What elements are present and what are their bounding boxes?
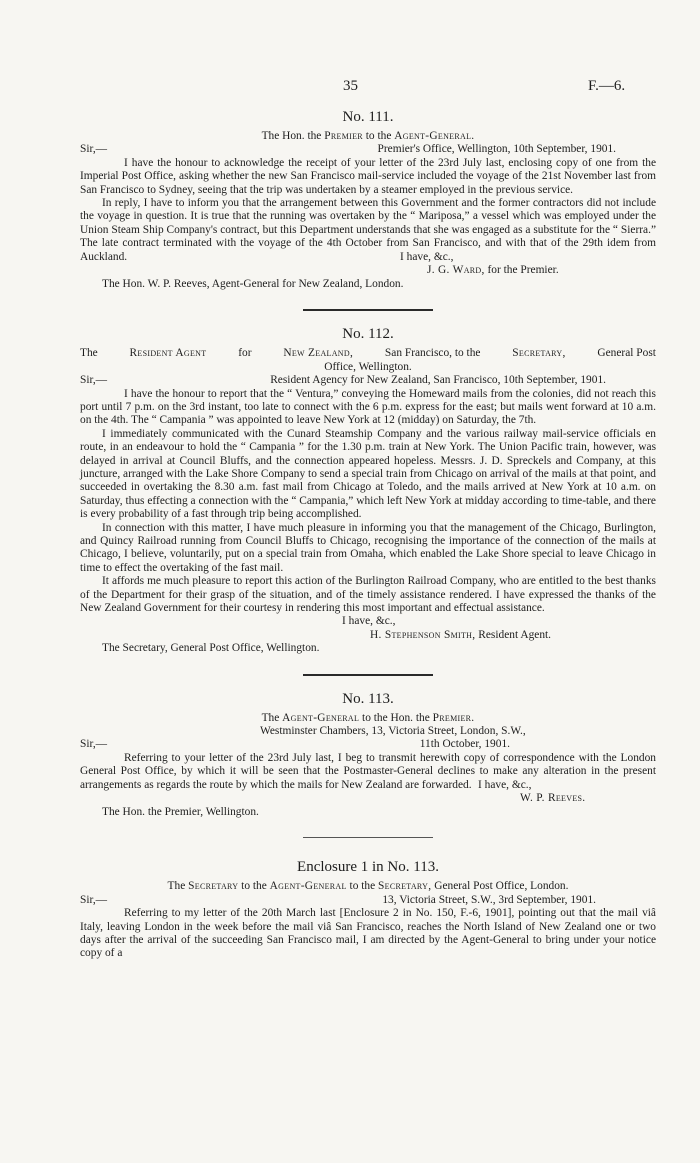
closing: I have, &c., (478, 779, 532, 792)
divider (303, 309, 433, 311)
enclosure-title: Enclosure 1 in No. 113. (297, 859, 439, 876)
dateline: Premier's Office, Wellington, 10th September, 1901. (377, 143, 616, 156)
letter-heading: The Resident Agent for New Zealand, San Francisco, to the Secretary, General Post (80, 347, 656, 360)
paragraph: Referring to your letter of the 23rd July last, I beg to transmit herewith copy of correspondence with the London General Post Office, by which it will be seen that the Postmaster-General declines to make any alteration in the present arrangements as regards the route by which the mails for New Zealand are forwarded. (80, 751, 656, 791)
letter-111 (80, 108, 656, 291)
letter-113 (80, 690, 656, 820)
salutation: Sir,— (80, 893, 108, 906)
page-number: 35 (343, 78, 358, 94)
salutation-row (80, 738, 656, 751)
dateline: Resident Agency for New Zealand, San Francisco, 10th September, 1901. (270, 374, 606, 387)
paragraph: I have the honour to report that the “ Ventura,” conveying the Homeward mails from the colonies, did not reach this port until 7 p.m. on the 3rd instant, too late to connect with the 6 p.m. express for the east; but mails went forward at 10 a.m. on the 4th. The “ Campania ” was appointed to leave New York at 12 (midday) on Saturday, the 7th. (80, 387, 656, 427)
date: 11th October, 1901. (419, 738, 510, 751)
signature: H. Stephenson Smith, Resident Agent. (370, 628, 552, 641)
dateline: 13, Victoria Street, S.W., 3rd September, 1901. (382, 893, 596, 906)
letter-title: No. 113. (342, 690, 394, 707)
divider (303, 674, 433, 676)
divider (303, 837, 433, 838)
recipient: The Hon. W. P. Reeves, Agent-General for New Zealand, London. (102, 277, 404, 290)
salutation: Sir,— (80, 738, 108, 751)
letter-title: No. 112. (342, 326, 394, 343)
address-line: Westminster Chambers, 13, Victoria Street, London, S.W., (260, 725, 526, 738)
closing: I have, &c., (400, 251, 454, 264)
salutation-row (80, 143, 656, 156)
letter-112 (80, 325, 656, 655)
letter-heading: The Hon. the Premier to the Agent-General. (261, 130, 475, 142)
letter-title: No. 111. (342, 109, 394, 125)
page-body (80, 78, 656, 961)
letter-heading: The Agent-General to the Hon. the Premier. (261, 711, 475, 724)
signature: W. P. Reeves. (520, 792, 586, 805)
closing: I have, &c., (342, 615, 396, 628)
recipient: The Hon. the Premier, Wellington. (102, 805, 259, 818)
paragraph: In connection with this matter, I have much pleasure in informing you that the management of the Chicago, Burlington, and Quincy Railroad running from Council Bluffs to Chicago, recognising the importance of the connection of the mails at Chicago, I believe, voluntarily, put on a special train from Omaha, which enabled the Lake Shore special to leave Chicago in time to effect the overtaking of the fast mail. (80, 521, 656, 574)
enclosure-heading: The Secretary to the Agent-General to the Secretary, General Post Office, London. (167, 880, 569, 893)
paragraph: I have the honour to acknowledge the receipt of your letter of the 23rd July last, enclosing copy of one from the Imperial Post Office, asking whether the new San Francisco mail-service included the voyage of the 21st November last from San Francisco to Sydney, seeing that the trip was undertaken by a steamer employed in the previous service. (80, 156, 656, 196)
salutation: Sir,— (80, 143, 108, 156)
salutation-row (80, 894, 656, 907)
salutation: Sir,— (80, 374, 108, 387)
paragraph: Referring to my letter of the 20th March last [Enclosure 2 in No. 150, F.-6, 1901], pointing out that the mail viâ Italy, leaving London in the week before the mail viâ San Francisco, reaches the North Island of New Zealand one or two days after the arrival of the succeeding San Francisco mail, I am directed by the Agent-General to bring under your notice copy of a (80, 907, 656, 960)
signature: J. G. Ward, for the Premier. (427, 264, 559, 277)
salutation-row (80, 374, 656, 387)
enclosure-1 (80, 858, 656, 960)
letter-heading-line2: Office, Wellington. (324, 360, 412, 373)
paragraph: I immediately communicated with the Cunard Steamship Company and the various railway mail-service officials en route, in an endeavour to hold the “ Campania ” for the 1.30 p.m. train at New York. The Union Pacific train, however, was delayed in arrival at Council Bluffs, and the connection appeared hopeless. Messrs. J. D. Spreckels and Company, at this juncture, arranged with the Lake Shore Company to send a special train from Chicago on arrival of the mails at that point, and succeeded in overtaking the 8.30 a.m. fast mail from Chicago at Toledo, and the mails arrived at New York at 10 a.m. on Saturday, thus effecting a connection with the “ Campania,” which left New York at midday according to time-table, and there is every probability of a fast through trip being accomplished. (80, 427, 656, 521)
document-reference: F.—6. (588, 78, 626, 94)
paragraph: It affords me much pleasure to report this action of the Burlington Railroad Company, who are entitled to the best thanks of the Department for their grasp of the situation, and of the timely assistance rendered. I have expressed the thanks of the New Zealand Government for their courtesy in rendering this most important and effectual assistance. (80, 575, 656, 614)
recipient: The Secretary, General Post Office, Wellington. (102, 642, 320, 655)
paragraph: In reply, I have to inform you that the arrangement between this Government and the former contractors did not include the voyage in question. It is true that the running was overtaken by the “ Mariposa,” a vessel which was employed under the Union Steam Ship Company's contract, but this Department understands that she was engaged as a substitute for the “ Sierra.” The late contract terminated with the voyage of the 4th October from San Francisco, and with that of the 29th idem from Auckland. (80, 197, 656, 263)
